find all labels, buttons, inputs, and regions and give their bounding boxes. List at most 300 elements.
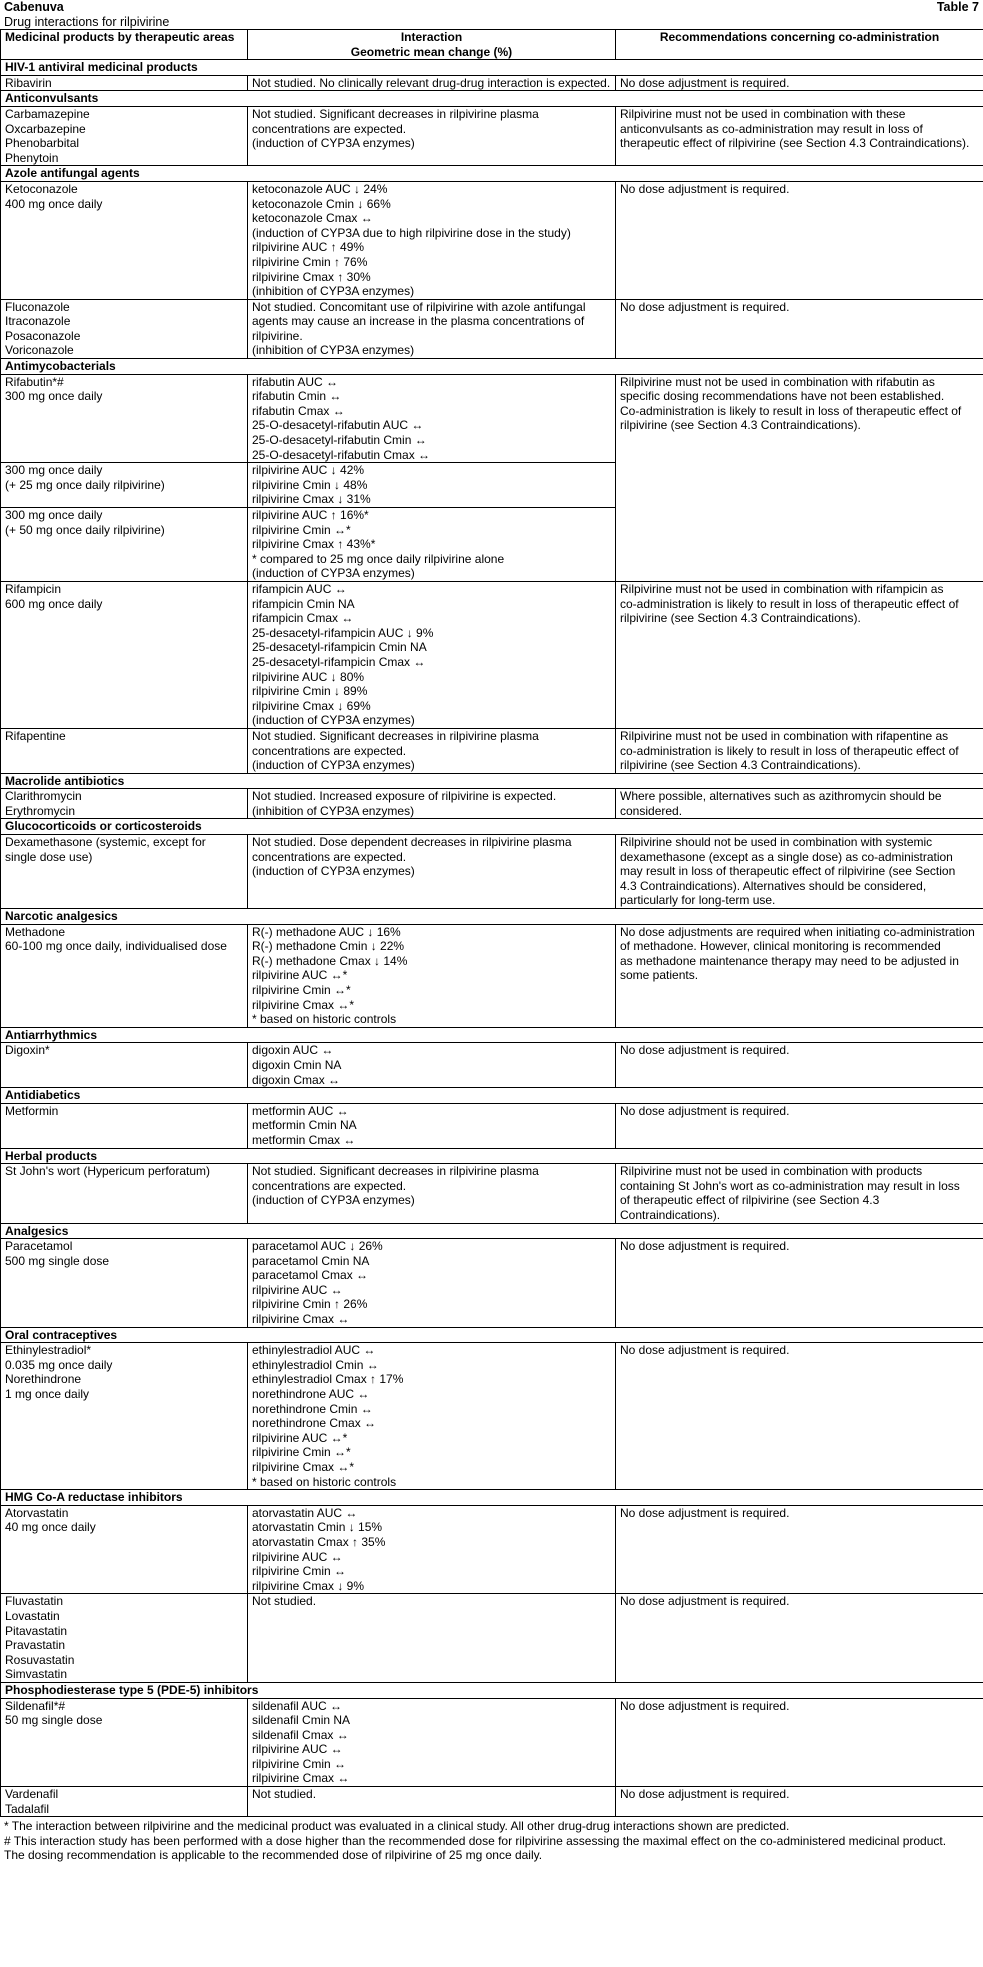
- recommendation-line: No dose adjustment is required.: [620, 1594, 790, 1609]
- interaction-cell: [248, 374, 616, 463]
- interaction-line: Not studied. Increased exposure of rilpivirine is expected.: [252, 789, 557, 804]
- interaction-line: norethindrone Cmin ↔: [252, 1401, 373, 1416]
- table-caption: Drug interactions for rilpivirine: [4, 15, 170, 29]
- recommendation-line: Rilpivirine should not be used in combination with systemic: [620, 835, 933, 850]
- product-cell: [1, 1043, 248, 1088]
- interaction-line: rilpivirine AUC ↔: [252, 1549, 343, 1564]
- category-row: [1, 1223, 983, 1239]
- interaction-line: paracetamol AUC ↓ 26%: [252, 1239, 383, 1254]
- table-row: [1, 299, 983, 358]
- interaction-line: rilpivirine Cmax ↓ 31%: [252, 492, 371, 507]
- category-row: [1, 1088, 983, 1104]
- interaction-cell: [248, 924, 616, 1027]
- category-label: Anticonvulsants: [1, 91, 983, 107]
- interaction-cell: [248, 508, 616, 582]
- table-row: [1, 789, 983, 819]
- column-header-products: Medicinal products by therapeutic areas: [1, 30, 248, 60]
- product-cell: [1, 924, 248, 1027]
- interaction-cell: [248, 1239, 616, 1328]
- category-label: Herbal products: [1, 1148, 983, 1164]
- interaction-cell: [248, 1698, 616, 1787]
- interaction-line: R(-) methadone Cmin ↓ 22%: [252, 939, 405, 954]
- recommendation-cell: [616, 1698, 983, 1787]
- table-row: [1, 106, 983, 165]
- category-label: Glucocorticoids or corticosteroids: [1, 819, 983, 835]
- interaction-line: ethinylestradiol Cmin ↔: [252, 1357, 379, 1372]
- recommendation-line: Rilpivirine must not be used in combination with rifapentine as: [620, 728, 949, 743]
- column-header-recommendations: Recommendations concerning co-administration: [616, 30, 983, 60]
- product-cell: [1, 1787, 248, 1817]
- recommendation-cell: [616, 181, 983, 299]
- footnote-hash: # This interaction study has been performed with a dose higher than the recommended dose for rilpivirine assessing the maximal effect on the co-administered medicinal product.: [4, 1833, 947, 1848]
- interaction-line: Not studied.: [252, 1787, 317, 1802]
- table-number: Table 7: [936, 0, 979, 14]
- interaction-line: rilpivirine AUC ↔*: [252, 968, 348, 983]
- interaction-line: (induction of CYP3A due to high rilpivirine dose in the study): [252, 225, 571, 240]
- recommendation-line: No dose adjustment is required.: [620, 181, 790, 196]
- recommendation-line: No dose adjustments are required when initiating co-administration: [620, 924, 975, 939]
- interaction-line: (inhibition of CYP3A enzymes): [252, 343, 415, 358]
- product-line: Atorvastatin: [5, 1505, 69, 1520]
- interaction-line: rilpivirine AUC ↑ 16%*: [252, 508, 369, 522]
- table-row: [1, 1787, 983, 1817]
- product-line: Rosuvastatin: [5, 1652, 75, 1667]
- interaction-line: rilpivirine Cmin ↓ 89%: [252, 684, 368, 699]
- interaction-line: Not studied. Significant decreases in rilpivirine plasma: [252, 106, 539, 121]
- product-line: Methadone: [5, 924, 66, 939]
- product-line: Oxcarbazepine: [5, 121, 86, 136]
- recommendation-line: No dose adjustment is required.: [620, 75, 790, 90]
- product-cell: [1, 1239, 248, 1328]
- interaction-line: rilpivirine AUC ↔: [252, 1742, 343, 1757]
- interaction-line: sildenafil Cmin NA: [252, 1713, 351, 1728]
- table-row: [1, 728, 983, 773]
- interaction-line: rilpivirine.: [252, 328, 303, 343]
- interaction-line: rilpivirine Cmin ↓ 48%: [252, 477, 368, 492]
- table-row: [1, 181, 983, 299]
- interaction-cell: [248, 1343, 616, 1490]
- interaction-line: metformin Cmax ↔: [252, 1132, 356, 1147]
- interaction-line: rilpivirine Cmin ↔*: [252, 522, 351, 537]
- interaction-line: rilpivirine Cmin ↔: [252, 1756, 347, 1771]
- category-row: [1, 1682, 983, 1698]
- product-line: Clarithromycin: [5, 789, 82, 804]
- interaction-line: metformin AUC ↔: [252, 1103, 349, 1118]
- table-row: [1, 1698, 983, 1787]
- recommendation-line: co-administration is likely to result in loss of therapeutic effect of: [620, 596, 959, 611]
- product-cell: [1, 106, 248, 165]
- category-label: Antiarrhythmics: [1, 1027, 983, 1043]
- product-line: Sildenafil*#: [5, 1698, 66, 1713]
- recommendation-cell: [616, 1505, 983, 1594]
- category-row: [1, 1327, 983, 1343]
- product-line: 300 mg once daily: [5, 508, 103, 522]
- recommendation-line: Rilpivirine must not be used in combination with rifabutin as: [620, 374, 935, 389]
- interaction-line: (induction of CYP3A enzymes): [252, 566, 415, 581]
- table-row: [1, 835, 983, 909]
- product-line: Pitavastatin: [5, 1623, 68, 1638]
- category-row: [1, 1027, 983, 1043]
- product-cell: [1, 789, 248, 819]
- recommendation-line: dexamethasone (except as a single dose) as co-administration: [620, 849, 953, 864]
- category-row: [1, 819, 983, 835]
- recommendation-line: rilpivirine (see Section 4.3 Contraindications).: [620, 758, 861, 773]
- recommendation-line: of methadone. However, clinical monitoring is recommended: [620, 939, 941, 954]
- interaction-line: rilpivirine AUC ↔: [252, 1282, 343, 1297]
- recommendation-line: No dose adjustment is required.: [620, 1505, 790, 1520]
- interaction-line: rilpivirine AUC ↑ 49%: [252, 240, 365, 255]
- recommendation-line: rilpivirine (see Section 4.3 Contraindications).: [620, 418, 861, 433]
- recommendation-cell: [616, 1787, 983, 1817]
- product-cell: [1, 1164, 248, 1223]
- interaction-line: concentrations are expected.: [252, 849, 407, 864]
- recommendation-line: No dose adjustment is required.: [620, 1239, 790, 1254]
- recommendation-line: considered.: [620, 803, 683, 818]
- interaction-line: sildenafil AUC ↔: [252, 1698, 343, 1713]
- interaction-line: norethindrone Cmax ↔: [252, 1416, 377, 1431]
- interaction-line: ketoconazole AUC ↓ 24%: [252, 181, 388, 196]
- interaction-cell: [248, 106, 616, 165]
- interaction-line: R(-) methadone AUC ↓ 16%: [252, 924, 401, 939]
- table-row: [1, 374, 983, 463]
- product-line: Ketoconazole: [5, 181, 78, 196]
- category-label: HMG Co-A reductase inhibitors: [1, 1490, 983, 1506]
- product-line: Digoxin*: [5, 1043, 50, 1058]
- recommendation-line: particularly for long-term use.: [620, 893, 776, 908]
- product-line: Itraconazole: [5, 314, 71, 329]
- interaction-line: ethinylestradiol Cmax ↑ 17%: [252, 1372, 404, 1387]
- recommendation-line: Rilpivirine must not be used in combination with these: [620, 106, 906, 121]
- product-cell: [1, 581, 248, 728]
- product-line: Phenytoin: [5, 150, 59, 165]
- recommendation-line: Co-administration is likely to result in loss of therapeutic effect of: [620, 403, 962, 418]
- product-line: 1 mg once daily: [5, 1387, 90, 1402]
- product-cell: [1, 1343, 248, 1490]
- interaction-cell: [248, 835, 616, 909]
- product-line: Vardenafil: [5, 1787, 59, 1802]
- recommendation-line: as methadone maintenance therapy may need to be adjusted in: [620, 953, 959, 968]
- product-cell: [1, 1698, 248, 1787]
- interaction-cell: [248, 75, 616, 91]
- recommendation-line: No dose adjustment is required.: [620, 1103, 790, 1118]
- interaction-line: concentrations are expected.: [252, 743, 407, 758]
- interaction-line: * based on historic controls: [252, 1012, 397, 1027]
- interaction-cell: [248, 1043, 616, 1088]
- recommendation-cell: [616, 1239, 983, 1328]
- drug-interactions-table: [0, 29, 983, 1817]
- product-line: 500 mg single dose: [5, 1253, 110, 1268]
- recommendation-cell: [616, 299, 983, 358]
- recommendation-line: some patients.: [620, 968, 699, 983]
- product-line: Lovastatin: [5, 1608, 60, 1623]
- recommendation-cell: [616, 106, 983, 165]
- recommendation-line: 4.3 Contraindications). Alternatives should be considered,: [620, 878, 927, 893]
- recommendation-cell: [616, 835, 983, 909]
- interaction-line: (induction of CYP3A enzymes): [252, 864, 415, 879]
- recommendation-line: Where possible, alternatives such as azithromycin should be: [620, 789, 942, 804]
- interaction-line: Not studied. Significant decreases in rilpivirine plasma: [252, 1164, 539, 1179]
- recommendation-cell: [616, 1043, 983, 1088]
- interaction-line: 25-O-desacetyl-rifabutin AUC ↔: [252, 418, 424, 433]
- table-row: [1, 1505, 983, 1594]
- interaction-cell: [248, 1787, 616, 1817]
- product-line: single dose use): [5, 849, 93, 864]
- interaction-line: 25-desacetyl-rifampicin Cmin NA: [252, 640, 427, 655]
- interaction-line: rilpivirine Cmax ↔: [252, 1312, 350, 1327]
- recommendation-line: anticonvulsants as co-administration may result in loss of: [620, 121, 923, 136]
- interaction-line: rilpivirine Cmax ↓ 69%: [252, 698, 371, 713]
- recommendation-cell: [616, 1103, 983, 1148]
- interaction-line: rilpivirine Cmin ↔: [252, 1564, 347, 1579]
- table-row: [1, 1164, 983, 1223]
- product-cell: [1, 1505, 248, 1594]
- interaction-line: rifampicin Cmax ↔: [252, 611, 354, 626]
- interaction-line: metformin Cmin NA: [252, 1118, 357, 1133]
- interaction-line: R(-) methadone Cmax ↓ 14%: [252, 953, 408, 968]
- interaction-line: rilpivirine Cmax ↑ 43%*: [252, 537, 376, 552]
- interaction-line: (induction of CYP3A enzymes): [252, 136, 415, 151]
- recommendation-line: specific dosing recommendations have not been established.: [620, 389, 945, 404]
- product-line: Ribavirin: [5, 75, 52, 90]
- interaction-line: rilpivirine Cmax ↔*: [252, 997, 355, 1012]
- column-header-interaction: Interaction Geometric mean change (%): [248, 30, 616, 60]
- product-line: Rifabutin*#: [5, 374, 64, 389]
- recommendation-line: may result in loss of therapeutic effect of rilpivirine (see Section: [620, 864, 956, 879]
- recommendation-cell: [616, 1164, 983, 1223]
- product-line: Rifapentine: [5, 728, 66, 743]
- interaction-cell: [248, 299, 616, 358]
- interaction-cell: [248, 1505, 616, 1594]
- table-row: [1, 75, 983, 91]
- recommendation-line: of therapeutic effect of rilpivirine (see Section 4.3 Contraindications).: [620, 1193, 883, 1222]
- interaction-line: rifabutin Cmin ↔: [252, 389, 342, 404]
- product-line: 300 mg once daily: [5, 389, 103, 404]
- product-name: Cabenuva: [4, 0, 64, 14]
- table-row: [1, 1343, 983, 1490]
- table-row: [1, 1594, 983, 1683]
- interaction-line: concentrations are expected.: [252, 1178, 407, 1193]
- table-row: [1, 1043, 983, 1088]
- product-line: 0.035 mg once daily: [5, 1357, 113, 1372]
- product-line: Dexamethasone (systemic, except for: [5, 835, 206, 850]
- interaction-line: * based on historic controls: [252, 1474, 397, 1489]
- interaction-line: rilpivirine Cmin ↔*: [252, 983, 351, 997]
- interaction-line: rilpivirine Cmin ↔*: [252, 1445, 351, 1460]
- recommendation-line: No dose adjustment is required.: [620, 1043, 790, 1058]
- interaction-cell: [248, 728, 616, 773]
- recommendation-cell: [616, 1343, 983, 1490]
- interaction-line: 25-O-desacetyl-rifabutin Cmax ↔: [252, 447, 431, 462]
- category-row: [1, 909, 983, 925]
- product-line: Ethinylestradiol*: [5, 1343, 92, 1358]
- category-label: HIV-1 antiviral medicinal products: [1, 60, 983, 76]
- category-label: Narcotic analgesics: [1, 909, 983, 925]
- product-line: 40 mg once daily: [5, 1520, 96, 1535]
- product-line: (+ 50 mg once daily rilpivirine): [5, 522, 165, 537]
- category-row: [1, 773, 983, 789]
- product-cell: [1, 728, 248, 773]
- product-line: Paracetamol: [5, 1239, 73, 1254]
- interaction-line: (induction of CYP3A enzymes): [252, 713, 415, 728]
- interaction-line: paracetamol Cmin NA: [252, 1253, 370, 1268]
- interaction-line: norethindrone AUC ↔: [252, 1387, 370, 1402]
- recommendation-cell: [616, 789, 983, 819]
- category-row: [1, 166, 983, 182]
- product-cell: [1, 1103, 248, 1148]
- product-cell: [1, 374, 248, 463]
- product-line: Norethindrone: [5, 1372, 82, 1387]
- interaction-line: Not studied. Significant decreases in rilpivirine plasma: [252, 728, 539, 743]
- category-row: [1, 91, 983, 107]
- interaction-line: atorvastatin Cmin ↓ 15%: [252, 1520, 383, 1535]
- product-line: Carbamazepine: [5, 106, 90, 121]
- product-line: Rifampicin: [5, 581, 62, 596]
- product-line: Pravastatin: [5, 1638, 66, 1653]
- interaction-line: ketoconazole Cmin ↓ 66%: [252, 196, 391, 211]
- interaction-line: rilpivirine Cmin ↑ 76%: [252, 254, 368, 269]
- recommendation-cell: [616, 728, 983, 773]
- product-line: Phenobarbital: [5, 136, 80, 151]
- interaction-cell: [248, 1164, 616, 1223]
- interaction-line: rilpivirine Cmax ↑ 30%: [252, 269, 371, 284]
- interaction-line: Not studied. Dose dependent decreases in rilpivirine plasma: [252, 835, 572, 850]
- recommendation-cell: [616, 374, 983, 581]
- recommendation-cell: [616, 1594, 983, 1683]
- product-cell: [1, 463, 248, 508]
- category-row: [1, 60, 983, 76]
- interaction-line: (induction of CYP3A enzymes): [252, 758, 415, 773]
- interaction-cell: [248, 1594, 616, 1683]
- interaction-line: 25-desacetyl-rifampicin AUC ↓ 9%: [252, 625, 434, 640]
- interaction-line: rifabutin AUC ↔: [252, 374, 339, 389]
- interaction-line: rilpivirine AUC ↔*: [252, 1430, 348, 1445]
- interaction-cell: [248, 1103, 616, 1148]
- footnote-dosing: The dosing recommendation is applicable to the recommended dose of rilpivirine of 25 mg once daily.: [4, 1848, 543, 1863]
- table-row: [1, 924, 983, 1027]
- interaction-cell: [248, 581, 616, 728]
- document-header: [0, 0, 983, 15]
- product-line: Voriconazole: [5, 343, 74, 358]
- interaction-line: agents may cause an increase in the plasma concentrations of: [252, 314, 585, 329]
- table-row: [1, 1103, 983, 1148]
- interaction-line: rilpivirine Cmax ↔: [252, 1771, 350, 1786]
- product-cell: [1, 835, 248, 909]
- interaction-line: concentrations are expected.: [252, 121, 407, 136]
- interaction-line: rilpivirine Cmax ↔*: [252, 1460, 355, 1474]
- product-line: 400 mg once daily: [5, 196, 103, 211]
- recommendation-line: Rilpivirine must not be used in combination with rifampicin as: [620, 581, 944, 596]
- category-label: Phosphodiesterase type 5 (PDE-5) inhibitors: [1, 1682, 983, 1698]
- recommendation-line: rilpivirine (see Section 4.3 Contraindications).: [620, 611, 861, 626]
- product-line: 50 mg single dose: [5, 1713, 103, 1728]
- recommendation-line: No dose adjustment is required.: [620, 1343, 790, 1358]
- recommendation-cell: [616, 75, 983, 91]
- product-line: Tadalafil: [5, 1801, 50, 1816]
- interaction-line: digoxin Cmax ↔: [252, 1072, 341, 1087]
- product-line: Metformin: [5, 1103, 59, 1118]
- interaction-cell: [248, 181, 616, 299]
- category-label: Analgesics: [1, 1223, 983, 1239]
- interaction-line: Not studied. No clinically relevant drug-drug interaction is expected.: [252, 75, 611, 90]
- category-label: Antimycobacterials: [1, 359, 983, 375]
- table-body: [1, 60, 983, 1817]
- interaction-line: ethinylestradiol AUC ↔: [252, 1343, 376, 1358]
- category-row: [1, 1148, 983, 1164]
- product-cell: [1, 1594, 248, 1683]
- interaction-line: Not studied. Concomitant use of rilpivirine with azole antifungal: [252, 299, 586, 314]
- product-line: 600 mg once daily: [5, 596, 103, 611]
- interaction-line: atorvastatin AUC ↔: [252, 1505, 358, 1520]
- recommendation-line: No dose adjustment is required.: [620, 1698, 790, 1713]
- recommendation-line: No dose adjustment is required.: [620, 299, 790, 314]
- interaction-line: rifampicin Cmin NA: [252, 596, 355, 611]
- recommendation-line: No dose adjustment is required.: [620, 1787, 790, 1802]
- interaction-line: (induction of CYP3A enzymes): [252, 1193, 415, 1208]
- category-label: Macrolide antibiotics: [1, 773, 983, 789]
- interaction-line: ketoconazole Cmax ↔: [252, 211, 373, 226]
- category-label: Oral contraceptives: [1, 1327, 983, 1343]
- interaction-line: 25-O-desacetyl-rifabutin Cmin ↔: [252, 433, 427, 448]
- footnotes: [0, 1817, 983, 1862]
- table-row: [1, 1239, 983, 1328]
- product-line: (+ 25 mg once daily rilpivirine): [5, 477, 165, 492]
- product-cell: [1, 181, 248, 299]
- interaction-line: Not studied.: [252, 1594, 317, 1609]
- product-cell: [1, 299, 248, 358]
- recommendation-cell: [616, 924, 983, 1027]
- footnote-asterisk: * The interaction between rilpivirine and the medicinal product was evaluated in a clinical study. All other drug-drug interactions shown are predicted.: [4, 1819, 790, 1834]
- product-line: Posaconazole: [5, 328, 81, 343]
- product-line: Fluvastatin: [5, 1594, 64, 1609]
- category-row: [1, 359, 983, 375]
- interaction-cell: [248, 789, 616, 819]
- interaction-line: atorvastatin Cmax ↑ 35%: [252, 1534, 386, 1549]
- product-line: Erythromycin: [5, 803, 76, 818]
- interaction-line: rilpivirine Cmin ↑ 26%: [252, 1297, 368, 1312]
- interaction-line: digoxin Cmin NA: [252, 1057, 342, 1072]
- product-cell: [1, 75, 248, 91]
- interaction-line: 25-desacetyl-rifampicin Cmax ↔: [252, 654, 426, 669]
- interaction-line: rilpivirine AUC ↓ 42%: [252, 463, 365, 478]
- interaction-line: sildenafil Cmax ↔: [252, 1727, 349, 1742]
- table-header-row: [1, 30, 983, 60]
- recommendation-line: co-administration is likely to result in loss of therapeutic effect of: [620, 743, 959, 758]
- interaction-line: rifabutin Cmax ↔: [252, 403, 345, 418]
- interaction-cell: [248, 463, 616, 508]
- category-label: Azole antifungal agents: [1, 166, 983, 182]
- interaction-line: rilpivirine AUC ↓ 80%: [252, 669, 365, 684]
- interaction-line: rifampicin AUC ↔: [252, 581, 347, 596]
- interaction-line: (inhibition of CYP3A enzymes): [252, 284, 415, 299]
- product-line: 60-100 mg once daily, individualised dose: [5, 939, 227, 954]
- category-row: [1, 1490, 983, 1506]
- interaction-line: * compared to 25 mg once daily rilpivirine alone: [252, 551, 505, 566]
- product-line: Simvastatin: [5, 1667, 68, 1682]
- interaction-line: rilpivirine Cmax ↓ 9%: [252, 1578, 365, 1593]
- table-row: [1, 581, 983, 728]
- recommendation-line: therapeutic effect of rilpivirine (see Section 4.3 Contraindications).: [620, 136, 970, 151]
- recommendation-cell: [616, 581, 983, 728]
- product-line: St John's wort (Hypericum perforatum): [5, 1164, 211, 1179]
- interaction-line: paracetamol Cmax ↔: [252, 1268, 369, 1283]
- interaction-line: digoxin AUC ↔: [252, 1043, 334, 1058]
- interaction-line: (inhibition of CYP3A enzymes): [252, 803, 415, 818]
- category-label: Antidiabetics: [1, 1088, 983, 1104]
- product-line: Fluconazole: [5, 299, 70, 314]
- product-cell: [1, 508, 248, 582]
- recommendation-line: Rilpivirine must not be used in combination with products: [620, 1164, 923, 1179]
- recommendation-line: containing St John's wort as co-administration may result in loss: [620, 1178, 960, 1193]
